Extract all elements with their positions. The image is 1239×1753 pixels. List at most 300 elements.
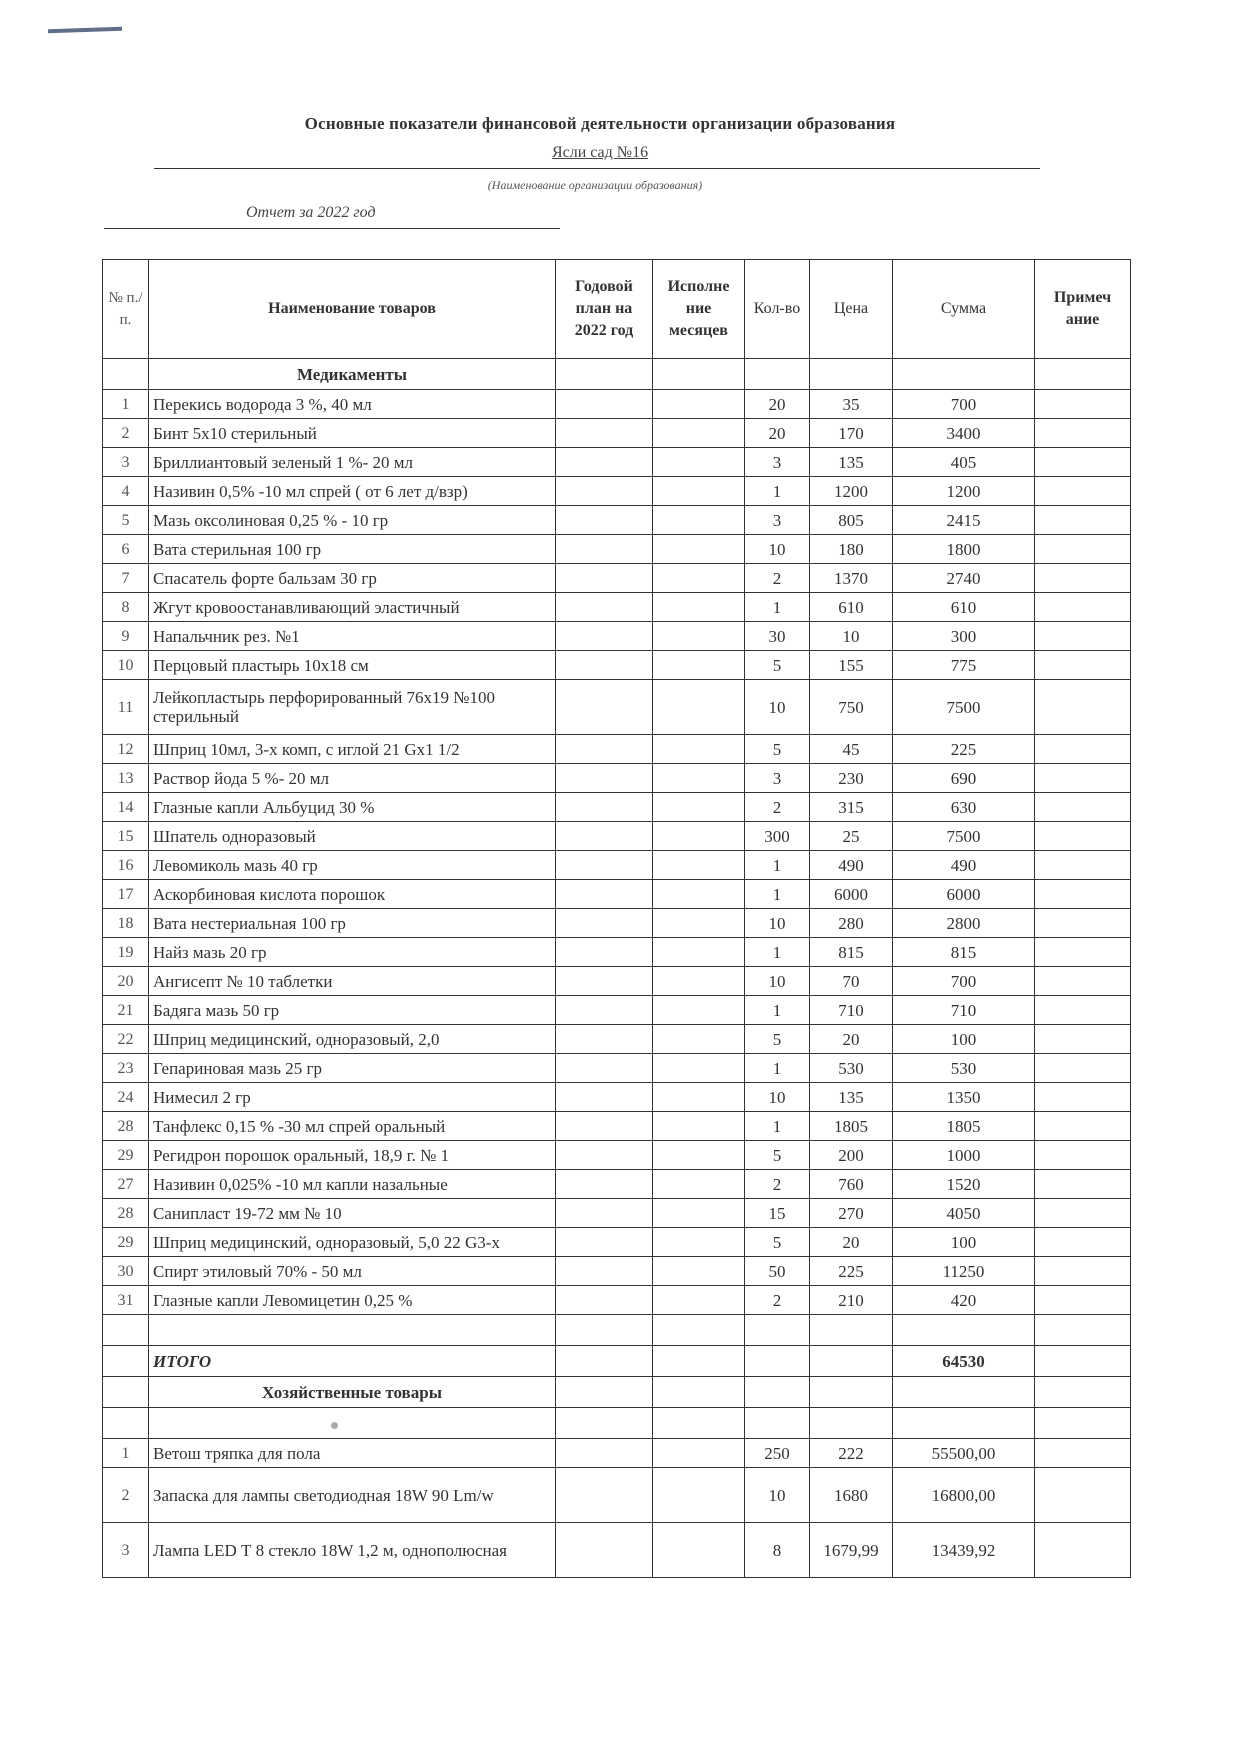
annual-plan bbox=[556, 793, 653, 822]
item-sum: 700 bbox=[893, 390, 1035, 419]
execution-months bbox=[653, 477, 745, 506]
item-price: 25 bbox=[810, 822, 893, 851]
col-header-sum: Сумма bbox=[893, 260, 1035, 359]
item-note bbox=[1035, 477, 1131, 506]
annual-plan bbox=[556, 651, 653, 680]
item-name: Ангисепт № 10 таблетки bbox=[149, 967, 556, 996]
item-price: 805 bbox=[810, 506, 893, 535]
item-sum: 530 bbox=[893, 1054, 1035, 1083]
item-sum: 1200 bbox=[893, 477, 1035, 506]
item-price: 20 bbox=[810, 1025, 893, 1054]
item-note bbox=[1035, 1439, 1131, 1468]
execution-months bbox=[653, 419, 745, 448]
row-number: 1 bbox=[103, 1439, 149, 1468]
table-row bbox=[103, 996, 1131, 1025]
item-quantity: 300 bbox=[745, 822, 810, 851]
annual-plan bbox=[556, 967, 653, 996]
item-name: Нимесил 2 гр bbox=[149, 1083, 556, 1112]
row-number: 6 bbox=[103, 535, 149, 564]
item-name: Глазные капли Альбуцид 30 % bbox=[149, 793, 556, 822]
execution-months bbox=[653, 1523, 745, 1578]
item-quantity: 50 bbox=[745, 1257, 810, 1286]
report-period-underline bbox=[104, 228, 560, 229]
annual-plan bbox=[556, 1112, 653, 1141]
execution-months bbox=[653, 390, 745, 419]
execution-months bbox=[653, 593, 745, 622]
item-note bbox=[1035, 622, 1131, 651]
annual-plan bbox=[556, 564, 653, 593]
item-note bbox=[1035, 1468, 1131, 1523]
col-header-number: № п./п. bbox=[103, 260, 149, 359]
organization-name: Ясли сад №16 bbox=[551, 144, 649, 161]
item-note bbox=[1035, 909, 1131, 938]
row-number: 18 bbox=[103, 909, 149, 938]
item-price: 530 bbox=[810, 1054, 893, 1083]
item-price: 135 bbox=[810, 448, 893, 477]
execution-months bbox=[653, 1112, 745, 1141]
annual-plan bbox=[556, 1199, 653, 1228]
item-name: Танфлекс 0,15 % -30 мл спрей оральный bbox=[149, 1112, 556, 1141]
item-sum: 11250 bbox=[893, 1257, 1035, 1286]
execution-months bbox=[653, 448, 745, 477]
item-quantity: 2 bbox=[745, 1170, 810, 1199]
execution-months bbox=[653, 1228, 745, 1257]
item-price: 280 bbox=[810, 909, 893, 938]
item-name: Бриллиантовый зеленый 1 %- 20 мл bbox=[149, 448, 556, 477]
item-quantity: 2 bbox=[745, 793, 810, 822]
item-price: 225 bbox=[810, 1257, 893, 1286]
item-quantity: 10 bbox=[745, 967, 810, 996]
row-number: 1 bbox=[103, 390, 149, 419]
table-row bbox=[103, 822, 1131, 851]
table-row bbox=[103, 793, 1131, 822]
execution-months bbox=[653, 851, 745, 880]
table-row bbox=[103, 535, 1131, 564]
row-number: 28 bbox=[103, 1199, 149, 1228]
row-number: 27 bbox=[103, 1170, 149, 1199]
row-number: 2 bbox=[103, 1468, 149, 1523]
item-note bbox=[1035, 1286, 1131, 1315]
item-price: 20 bbox=[810, 1228, 893, 1257]
item-note bbox=[1035, 764, 1131, 793]
annual-plan bbox=[556, 938, 653, 967]
table-row bbox=[103, 1141, 1131, 1170]
execution-months bbox=[653, 506, 745, 535]
item-quantity: 10 bbox=[745, 1468, 810, 1523]
execution-months bbox=[653, 1054, 745, 1083]
annual-plan bbox=[556, 1025, 653, 1054]
item-sum: 2740 bbox=[893, 564, 1035, 593]
item-quantity: 2 bbox=[745, 564, 810, 593]
row-number: 13 bbox=[103, 764, 149, 793]
item-quantity: 3 bbox=[745, 448, 810, 477]
item-name: Спасатель форте бальзам 30 гр bbox=[149, 564, 556, 593]
item-sum: 55500,00 bbox=[893, 1439, 1035, 1468]
annual-plan bbox=[556, 1170, 653, 1199]
row-number: 14 bbox=[103, 793, 149, 822]
item-sum: 710 bbox=[893, 996, 1035, 1025]
item-sum: 1805 bbox=[893, 1112, 1035, 1141]
annual-plan bbox=[556, 622, 653, 651]
annual-plan bbox=[556, 764, 653, 793]
table-row bbox=[103, 1083, 1131, 1112]
item-sum: 1520 bbox=[893, 1170, 1035, 1199]
item-name: Перцовый пластырь 10х18 см bbox=[149, 651, 556, 680]
item-price: 45 bbox=[810, 735, 893, 764]
execution-months bbox=[653, 967, 745, 996]
execution-months bbox=[653, 764, 745, 793]
table-row bbox=[103, 1112, 1131, 1141]
item-sum: 1350 bbox=[893, 1083, 1035, 1112]
row-number: 29 bbox=[103, 1228, 149, 1257]
item-price: 155 bbox=[810, 651, 893, 680]
item-quantity: 3 bbox=[745, 506, 810, 535]
execution-months bbox=[653, 735, 745, 764]
annual-plan bbox=[556, 535, 653, 564]
goods-table bbox=[102, 259, 1131, 1578]
execution-months bbox=[653, 622, 745, 651]
item-sum: 7500 bbox=[893, 822, 1035, 851]
item-sum: 3400 bbox=[893, 419, 1035, 448]
row-number: 9 bbox=[103, 622, 149, 651]
item-note bbox=[1035, 938, 1131, 967]
table-row bbox=[103, 477, 1131, 506]
item-sum: 420 bbox=[893, 1286, 1035, 1315]
item-name: Жгут кровоостанавливающий эластичный bbox=[149, 593, 556, 622]
item-note bbox=[1035, 390, 1131, 419]
item-name: Шпатель одноразовый bbox=[149, 822, 556, 851]
item-name: Аскорбиновая кислота порошок bbox=[149, 880, 556, 909]
execution-months bbox=[653, 535, 745, 564]
col-header-execution: Исполне ние месяцев bbox=[653, 260, 745, 359]
item-note bbox=[1035, 851, 1131, 880]
item-name: Мазь оксолиновая 0,25 % - 10 гр bbox=[149, 506, 556, 535]
item-price: 200 bbox=[810, 1141, 893, 1170]
annual-plan bbox=[556, 1257, 653, 1286]
table-row bbox=[103, 967, 1131, 996]
item-note bbox=[1035, 506, 1131, 535]
col-header-name: Наименование товаров bbox=[149, 260, 556, 359]
row-number: 4 bbox=[103, 477, 149, 506]
item-sum: 7500 bbox=[893, 680, 1035, 735]
annual-plan bbox=[556, 593, 653, 622]
item-note bbox=[1035, 793, 1131, 822]
annual-plan bbox=[556, 448, 653, 477]
item-sum: 1800 bbox=[893, 535, 1035, 564]
item-name: Регидрон порошок оральный, 18,9 г. № 1 bbox=[149, 1141, 556, 1170]
organization-caption: (Наименование организации образования) bbox=[487, 178, 703, 192]
execution-months bbox=[653, 822, 745, 851]
total-sum: 64530 bbox=[893, 1346, 1035, 1377]
item-quantity: 1 bbox=[745, 851, 810, 880]
item-name: Найз мазь 20 гр bbox=[149, 938, 556, 967]
item-name: Лампа LED Т 8 стекло 18W 1,2 м, однополюсная bbox=[149, 1523, 556, 1578]
item-name: Лейкопластырь перфорированный 76х19 №100 стерильный bbox=[149, 680, 556, 735]
item-sum: 16800,00 bbox=[893, 1468, 1035, 1523]
item-name: Запаска для лампы светодиодная 18W 90 Lm/w bbox=[149, 1468, 556, 1523]
item-quantity: 3 bbox=[745, 764, 810, 793]
item-quantity: 8 bbox=[745, 1523, 810, 1578]
table-row bbox=[103, 1170, 1131, 1199]
item-price: 135 bbox=[810, 1083, 893, 1112]
item-price: 1679,99 bbox=[810, 1523, 893, 1578]
annual-plan bbox=[556, 390, 653, 419]
table-row bbox=[103, 764, 1131, 793]
item-name: Вата нестериальная 100 гр bbox=[149, 909, 556, 938]
item-quantity: 1 bbox=[745, 593, 810, 622]
execution-months bbox=[653, 909, 745, 938]
annual-plan bbox=[556, 1439, 653, 1468]
execution-months bbox=[653, 1439, 745, 1468]
item-price: 6000 bbox=[810, 880, 893, 909]
table-row bbox=[103, 680, 1131, 735]
annual-plan bbox=[556, 680, 653, 735]
item-name: Напальчник рез. №1 bbox=[149, 622, 556, 651]
item-name: Називин 0,025% -10 мл капли назальные bbox=[149, 1170, 556, 1199]
annual-plan bbox=[556, 909, 653, 938]
annual-plan bbox=[556, 1523, 653, 1578]
document-title: Основные показатели финансовой деятельности организации образования bbox=[304, 114, 896, 133]
item-sum: 225 bbox=[893, 735, 1035, 764]
row-number: 30 bbox=[103, 1257, 149, 1286]
row-number: 8 bbox=[103, 593, 149, 622]
organization-underline bbox=[154, 168, 1040, 169]
item-name: Левомиколь мазь 40 гр bbox=[149, 851, 556, 880]
item-name: Перекись водорода 3 %, 40 мл bbox=[149, 390, 556, 419]
row-number: 12 bbox=[103, 735, 149, 764]
annual-plan bbox=[556, 1141, 653, 1170]
execution-months bbox=[653, 1468, 745, 1523]
execution-months bbox=[653, 651, 745, 680]
item-note bbox=[1035, 880, 1131, 909]
row-number: 5 bbox=[103, 506, 149, 535]
item-name: Вата стерильная 100 гр bbox=[149, 535, 556, 564]
col-header-price: Цена bbox=[810, 260, 893, 359]
table-row bbox=[103, 735, 1131, 764]
empty-row bbox=[103, 1408, 1131, 1439]
table-row bbox=[103, 1228, 1131, 1257]
item-quantity: 1 bbox=[745, 477, 810, 506]
item-note bbox=[1035, 1257, 1131, 1286]
item-sum: 2415 bbox=[893, 506, 1035, 535]
execution-months bbox=[653, 880, 745, 909]
annual-plan bbox=[556, 1228, 653, 1257]
item-sum: 1000 bbox=[893, 1141, 1035, 1170]
report-period: Отчет за 2022 год bbox=[246, 204, 376, 221]
empty-row bbox=[103, 1315, 1131, 1346]
item-name: Бинт 5х10 стерильный bbox=[149, 419, 556, 448]
item-sum: 700 bbox=[893, 967, 1035, 996]
execution-months bbox=[653, 1141, 745, 1170]
row-number: 3 bbox=[103, 448, 149, 477]
annual-plan bbox=[556, 477, 653, 506]
row-number: 28 bbox=[103, 1112, 149, 1141]
item-note bbox=[1035, 1025, 1131, 1054]
row-number: 16 bbox=[103, 851, 149, 880]
item-sum: 775 bbox=[893, 651, 1035, 680]
table-row bbox=[103, 419, 1131, 448]
table-row bbox=[103, 622, 1131, 651]
item-note bbox=[1035, 680, 1131, 735]
item-name: Шприц 10мл, 3-х комп, с иглой 21 Gx1 1/2 bbox=[149, 735, 556, 764]
item-sum: 630 bbox=[893, 793, 1035, 822]
item-price: 270 bbox=[810, 1199, 893, 1228]
item-price: 230 bbox=[810, 764, 893, 793]
table-row bbox=[103, 1523, 1131, 1578]
item-note bbox=[1035, 996, 1131, 1025]
table-row bbox=[103, 1439, 1131, 1468]
item-note bbox=[1035, 1112, 1131, 1141]
item-name: Бадяга мазь 50 гр bbox=[149, 996, 556, 1025]
row-number: 29 bbox=[103, 1141, 149, 1170]
execution-months bbox=[653, 1170, 745, 1199]
execution-months bbox=[653, 680, 745, 735]
execution-months bbox=[653, 996, 745, 1025]
row-number: 3 bbox=[103, 1523, 149, 1578]
row-number: 7 bbox=[103, 564, 149, 593]
item-name: Шприц медицинский, одноразовый, 5,0 22 G3-х bbox=[149, 1228, 556, 1257]
row-number: 31 bbox=[103, 1286, 149, 1315]
item-note bbox=[1035, 1141, 1131, 1170]
col-header-plan: Годовой план на 2022 год bbox=[556, 260, 653, 359]
table-row bbox=[103, 390, 1131, 419]
item-name: Санипласт 19-72 мм № 10 bbox=[149, 1199, 556, 1228]
item-sum: 2800 bbox=[893, 909, 1035, 938]
item-quantity: 10 bbox=[745, 680, 810, 735]
table-row bbox=[103, 651, 1131, 680]
item-quantity: 10 bbox=[745, 909, 810, 938]
item-name: Ветош тряпка для пола bbox=[149, 1439, 556, 1468]
item-sum: 13439,92 bbox=[893, 1523, 1035, 1578]
section-title: Медикаменты bbox=[149, 359, 556, 390]
item-price: 1370 bbox=[810, 564, 893, 593]
item-quantity: 15 bbox=[745, 1199, 810, 1228]
execution-months bbox=[653, 938, 745, 967]
table-header-row bbox=[103, 260, 1131, 359]
execution-months bbox=[653, 564, 745, 593]
row-number: 10 bbox=[103, 651, 149, 680]
table-row bbox=[103, 938, 1131, 967]
item-note bbox=[1035, 1199, 1131, 1228]
item-quantity: 5 bbox=[745, 1228, 810, 1257]
item-sum: 610 bbox=[893, 593, 1035, 622]
item-sum: 690 bbox=[893, 764, 1035, 793]
annual-plan bbox=[556, 1054, 653, 1083]
item-price: 210 bbox=[810, 1286, 893, 1315]
table-row bbox=[103, 593, 1131, 622]
item-price: 10 bbox=[810, 622, 893, 651]
item-price: 1680 bbox=[810, 1468, 893, 1523]
scan-dot bbox=[331, 1422, 338, 1429]
item-quantity: 30 bbox=[745, 622, 810, 651]
item-price: 750 bbox=[810, 680, 893, 735]
item-quantity: 2 bbox=[745, 1286, 810, 1315]
execution-months bbox=[653, 1257, 745, 1286]
item-sum: 815 bbox=[893, 938, 1035, 967]
table-row bbox=[103, 1199, 1131, 1228]
table-row bbox=[103, 1468, 1131, 1523]
row-number: 23 bbox=[103, 1054, 149, 1083]
item-quantity: 250 bbox=[745, 1439, 810, 1468]
item-quantity: 1 bbox=[745, 1112, 810, 1141]
item-price: 70 bbox=[810, 967, 893, 996]
row-number: 19 bbox=[103, 938, 149, 967]
execution-months bbox=[653, 1199, 745, 1228]
item-note bbox=[1035, 593, 1131, 622]
row-number: 22 bbox=[103, 1025, 149, 1054]
item-price: 35 bbox=[810, 390, 893, 419]
col-header-quantity: Кол-во bbox=[745, 260, 810, 359]
row-number: 24 bbox=[103, 1083, 149, 1112]
item-note bbox=[1035, 1170, 1131, 1199]
annual-plan bbox=[556, 822, 653, 851]
item-note bbox=[1035, 448, 1131, 477]
table-row bbox=[103, 1286, 1131, 1315]
row-number: 20 bbox=[103, 967, 149, 996]
table-row bbox=[103, 880, 1131, 909]
item-note bbox=[1035, 1054, 1131, 1083]
item-name: Називин 0,5% -10 мл спрей ( от 6 лет д/взр) bbox=[149, 477, 556, 506]
item-note bbox=[1035, 535, 1131, 564]
execution-months bbox=[653, 1025, 745, 1054]
item-quantity: 5 bbox=[745, 1025, 810, 1054]
item-quantity: 5 bbox=[745, 1141, 810, 1170]
table-row bbox=[103, 851, 1131, 880]
item-price: 315 bbox=[810, 793, 893, 822]
item-note bbox=[1035, 564, 1131, 593]
annual-plan bbox=[556, 506, 653, 535]
row-number: 15 bbox=[103, 822, 149, 851]
item-name: Шприц медицинский, одноразовый, 2,0 bbox=[149, 1025, 556, 1054]
annual-plan bbox=[556, 419, 653, 448]
annual-plan bbox=[556, 735, 653, 764]
item-sum: 4050 bbox=[893, 1199, 1035, 1228]
row-number: 17 bbox=[103, 880, 149, 909]
item-sum: 100 bbox=[893, 1228, 1035, 1257]
item-name: Гепариновая мазь 25 гр bbox=[149, 1054, 556, 1083]
item-note bbox=[1035, 1083, 1131, 1112]
annual-plan bbox=[556, 880, 653, 909]
table-row bbox=[103, 1257, 1131, 1286]
table-row bbox=[103, 506, 1131, 535]
item-note bbox=[1035, 1523, 1131, 1578]
section-header-medicines bbox=[103, 359, 1131, 390]
total-row bbox=[103, 1346, 1131, 1377]
item-quantity: 1 bbox=[745, 880, 810, 909]
item-sum: 490 bbox=[893, 851, 1035, 880]
item-name: Раствор йода 5 %- 20 мл bbox=[149, 764, 556, 793]
item-quantity: 1 bbox=[745, 938, 810, 967]
table-row bbox=[103, 1054, 1131, 1083]
annual-plan bbox=[556, 996, 653, 1025]
item-quantity: 1 bbox=[745, 1054, 810, 1083]
item-price: 490 bbox=[810, 851, 893, 880]
execution-months bbox=[653, 1083, 745, 1112]
item-note bbox=[1035, 419, 1131, 448]
item-note bbox=[1035, 651, 1131, 680]
item-quantity: 5 bbox=[745, 651, 810, 680]
item-quantity: 10 bbox=[745, 1083, 810, 1112]
item-note bbox=[1035, 1228, 1131, 1257]
item-name: Спирт этиловый 70% - 50 мл bbox=[149, 1257, 556, 1286]
item-price: 610 bbox=[810, 593, 893, 622]
section-title: Хозяйственные товары bbox=[149, 1377, 556, 1408]
item-note bbox=[1035, 735, 1131, 764]
table-row bbox=[103, 909, 1131, 938]
item-sum: 100 bbox=[893, 1025, 1035, 1054]
annual-plan bbox=[556, 851, 653, 880]
annual-plan bbox=[556, 1286, 653, 1315]
